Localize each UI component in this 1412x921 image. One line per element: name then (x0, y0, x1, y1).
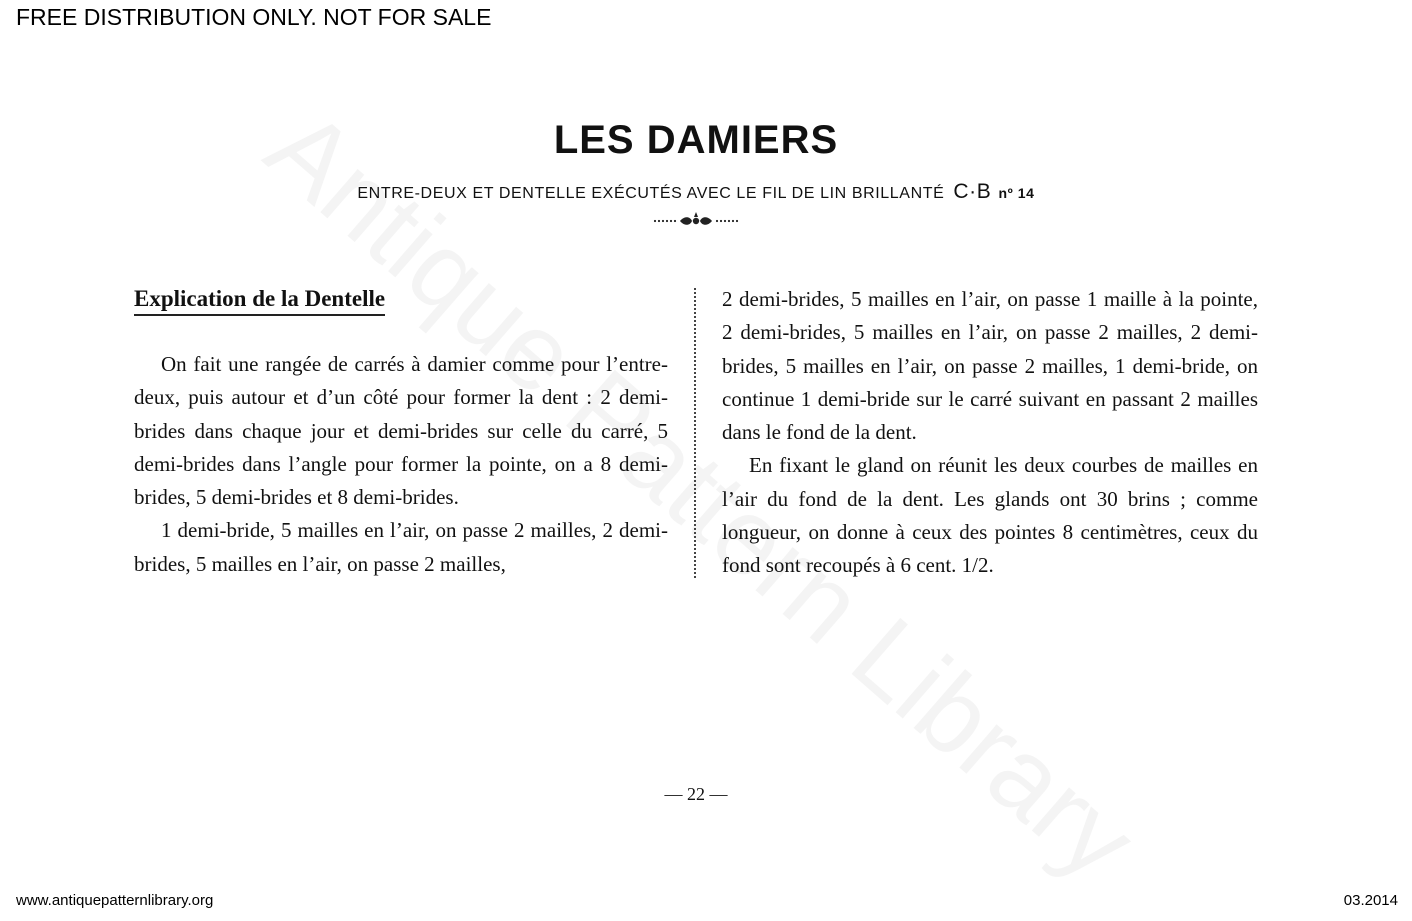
column-divider (694, 288, 696, 578)
left-column (134, 348, 668, 581)
distribution-banner: FREE DISTRIBUTION ONLY. NOT FOR SALE (16, 4, 492, 30)
paragraph: En fixant le gland on réunit les deux courbes de mailles en l’air du fond de la dent. Les glands ont 30 brins ; comme longueur, on donne à ceux des pointes 8 centimètres, ceux du fond sont recoupés à 6 cent. 1/2. (722, 453, 1258, 578)
paragraph: 1 demi-bride, 5 mailles en l’air, on passe 2 mailles, 2 demi-brides, 5 mailles en l’air, on passe 2 mailles, (134, 518, 668, 576)
paragraph: On fait une rangée de carrés à damier comme pour l’entre-deux, puis autour et d’un côté pour former la dent : 2 demi-brides dans chaque jour et demi-brides sur celle du carré, 5 demi-brides dans l’angle pour former la pointe, on a 8 demi-brides, 5 demi-brides et 8 demi-brides. (134, 352, 668, 510)
footer-website: www.antiquepatternlibrary.org (16, 892, 214, 909)
page-title: LES DAMIERS (553, 118, 839, 162)
subtitle-main: ENTRE-DEUX ET DENTELLE EXÉCUTÉS AVEC LE FIL DE LIN BRILLANTÉ (357, 185, 945, 202)
page-number: — 22 — (664, 784, 728, 804)
right-column (722, 283, 1258, 583)
fleuron-divider-icon (646, 210, 746, 230)
page-subtitle (0, 180, 1392, 204)
subtitle-number: nº 14 (998, 185, 1035, 201)
section-heading: Explication de la Dentelle (134, 286, 385, 316)
paragraph: 2 demi-brides, 5 mailles en l’air, on passe 1 maille à la pointe, 2 demi-brides, 5 mailles en l’air, on passe 2 mailles, 2 demi-brides, 5 mailles en l’air, on passe 2 mailles, 1 demi-bride, on continue 1 demi-bride sur le carré suivant en passant 2 mailles dans le fond de la dent. (722, 287, 1258, 445)
footer-date: 03.2014 (1343, 892, 1398, 909)
subtitle-brand: C·B (953, 180, 992, 203)
